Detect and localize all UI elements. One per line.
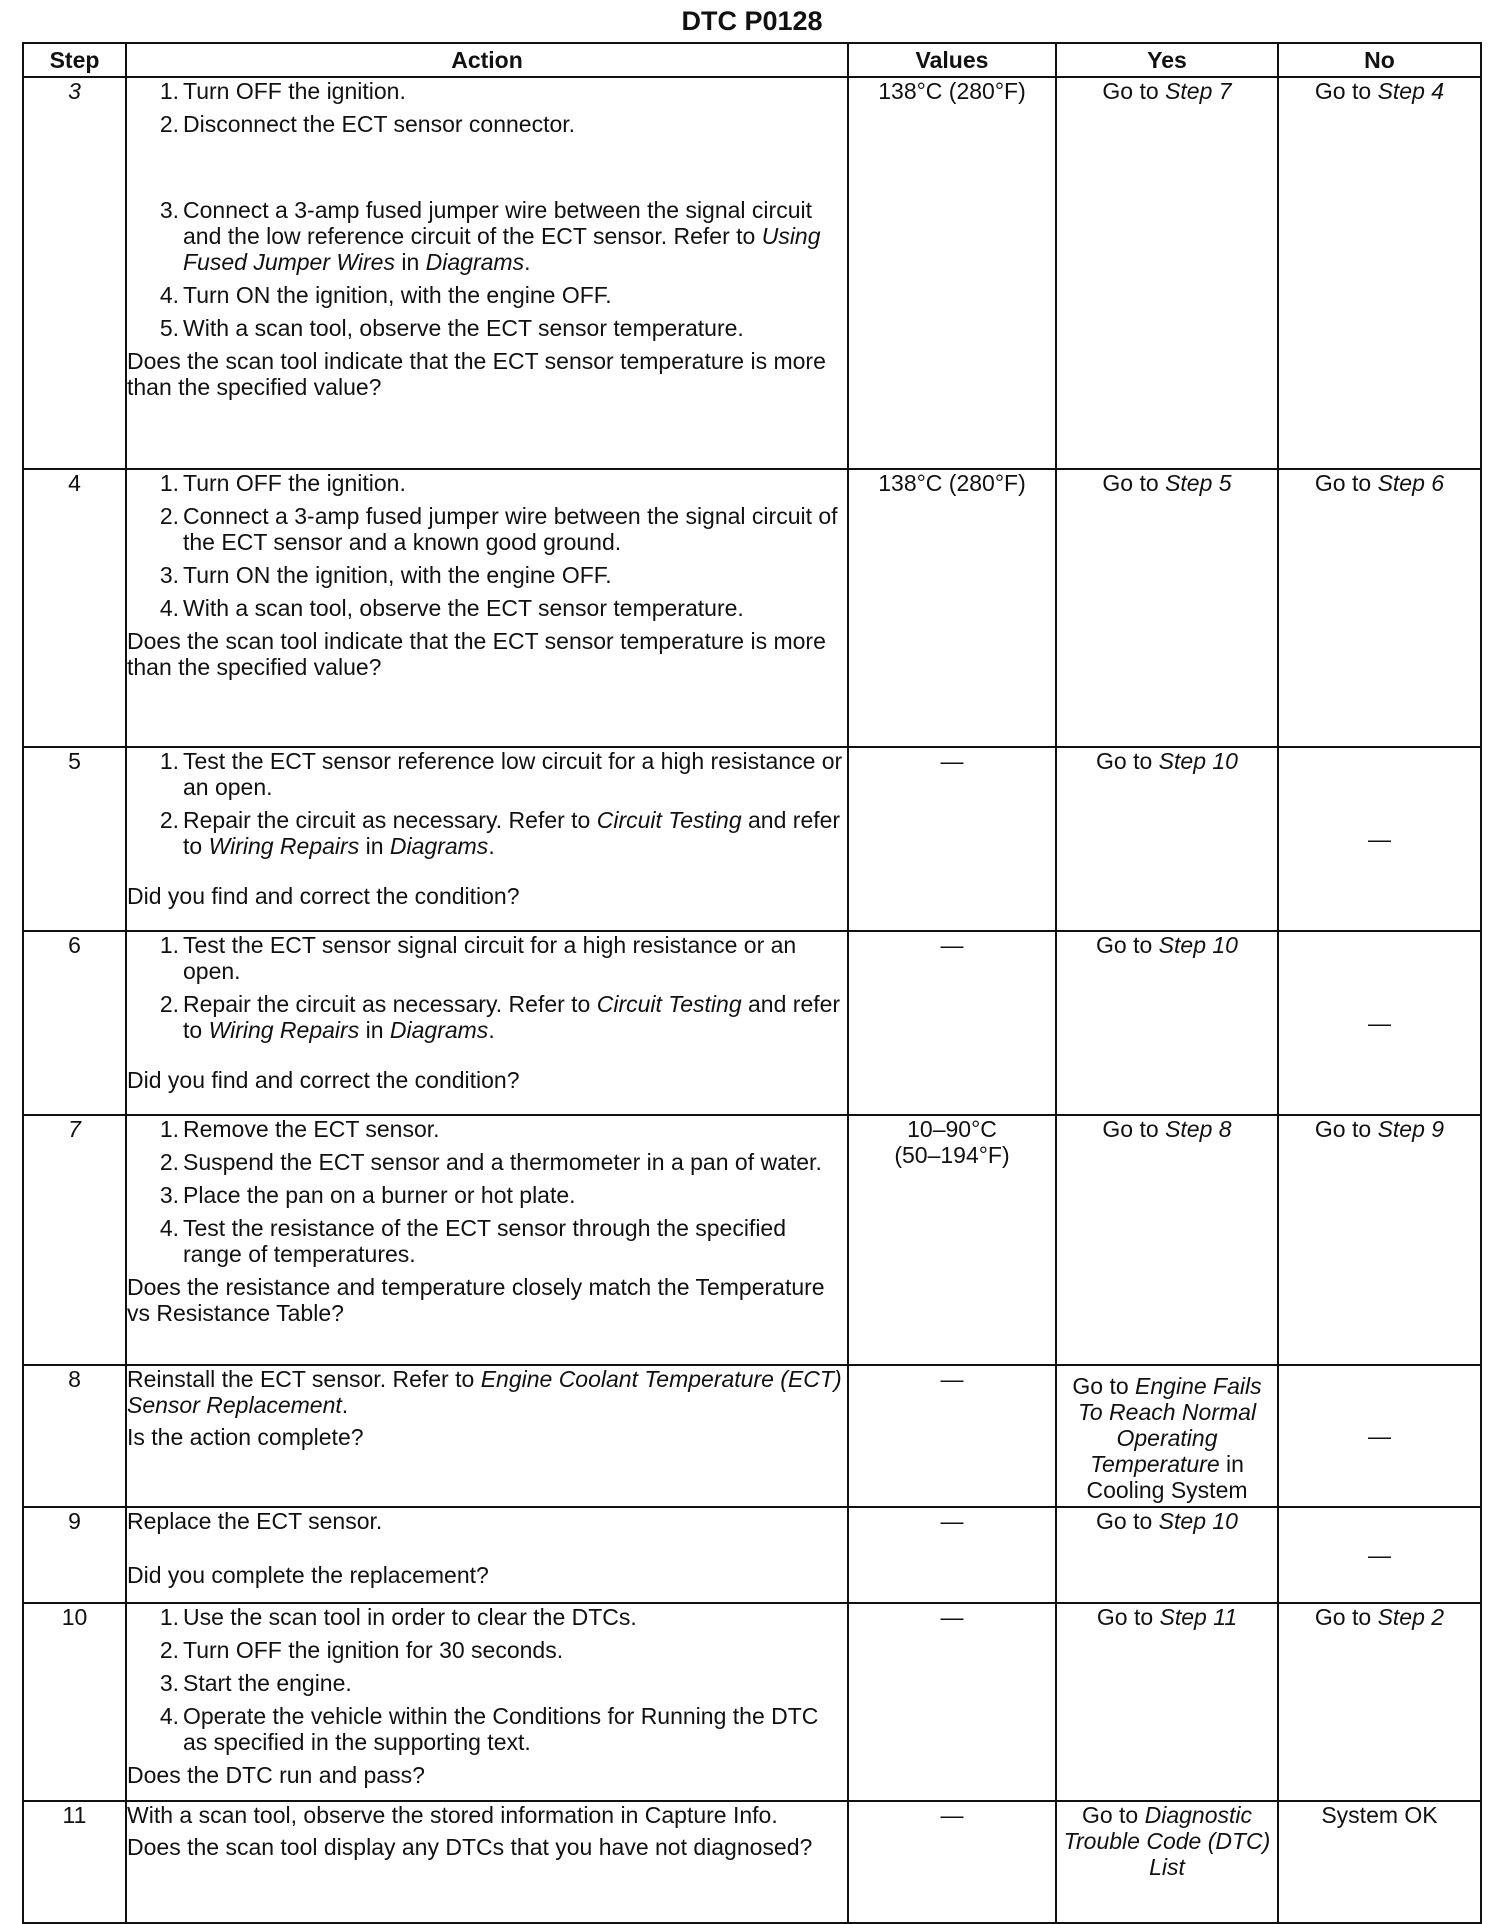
action-steps [127,78,847,341]
no-cell: — [1278,747,1481,931]
action-text: Replace the ECT sensor. [127,1508,383,1534]
step-number: 9 [23,1507,126,1603]
action-step: 3. Start the engine. [159,1670,352,1696]
yes-cell: Go to Step 7 [1056,77,1278,469]
action-cell [126,77,848,469]
action-step: 4. Operate the vehicle within the Conditions for Running the DTC as specified in the supporting text. [159,1703,819,1755]
value-cell: — [848,1603,1056,1801]
table-row [23,931,1481,1115]
table-row [23,1801,1481,1923]
table-header-row [23,43,1481,77]
value-cell: — [848,1365,1056,1507]
table-row [23,1603,1481,1801]
value-line: 10–90°C [907,1116,997,1142]
action-cell [126,1801,848,1923]
value-cell: — [848,1801,1056,1923]
no-cell: System OK [1278,1801,1481,1923]
action-question: Did you find and correct the condition? [127,1067,520,1093]
action-step: 5. With a scan tool, observe the ECT sensor temperature. [159,315,744,341]
action-steps [127,1116,847,1267]
table-row [23,1115,1481,1365]
step-number: 6 [23,931,126,1115]
action-step: 1. Turn OFF the ignition. [159,470,406,496]
value-cell: 138°C (280°F) [848,77,1056,469]
action-steps [127,932,847,1043]
action-question: Does the resistance and temperature closely match the Temperature vs Resistance Table? [127,1274,825,1326]
action-cell [126,747,848,931]
step-number: 5 [23,747,126,931]
action-text: With a scan tool, observe the stored information in Capture Info. [127,1802,778,1828]
action-step: 3. Connect a 3-amp fused jumper wire between the signal circuit and the low reference circuit of the ECT sensor. Refer to Using Fused Jumper Wires in Diagrams. [159,197,821,275]
dtc-table [22,42,1482,1924]
value-cell: — [848,1507,1056,1603]
step-number: 3 [23,77,126,469]
action-step: 2. Repair the circuit as necessary. Refer to Circuit Testing and refer to Wiring Repairs in Diagrams. [159,991,841,1043]
no-cell: Go to Step 6 [1278,469,1481,747]
no-cell: Go to Step 4 [1278,77,1481,469]
action-question: Does the scan tool display any DTCs that you have not diagnosed? [127,1834,813,1860]
action-step: 4. With a scan tool, observe the ECT sensor temperature. [159,595,744,621]
action-step: 1. Turn OFF the ignition. [159,78,406,104]
step-number: 11 [23,1801,126,1923]
yes-cell: Go to Step 8 [1056,1115,1278,1365]
yes-cell: Go to Step 10 [1056,747,1278,931]
action-step: 2. Turn OFF the ignition for 30 seconds. [159,1637,564,1663]
action-step: 4. Turn ON the ignition, with the engine OFF. [159,282,612,308]
no-cell: Go to Step 9 [1278,1115,1481,1365]
yes-cell: Go to Step 10 [1056,1507,1278,1603]
table-row [23,747,1481,931]
value-cell: — [848,931,1056,1115]
action-question: Does the DTC run and pass? [127,1762,425,1788]
step-number: 4 [23,469,126,747]
value-line: (50–194°F) [894,1142,1010,1168]
action-step: 1. Test the ECT sensor reference low circuit for a high resistance or an open. [159,748,843,800]
action-cell [126,1115,848,1365]
yes-cell: Go to Step 11 [1056,1603,1278,1801]
action-text: Reinstall the ECT sensor. Refer to Engine Coolant Temperature (ECT) Sensor Replacement. [127,1366,842,1418]
action-step: 3. Place the pan on a burner or hot plate. [159,1182,576,1208]
document-title: DTC P0128 [681,6,823,36]
action-question: Is the action complete? [127,1424,364,1450]
header-action: Action [126,43,848,77]
header-no: No [1278,43,1481,77]
action-step: 4. Test the resistance of the ECT sensor through the specified range of temperatures. [159,1215,787,1267]
action-step: 2. Disconnect the ECT sensor connector. [159,111,576,137]
step-number: 7 [23,1115,126,1365]
action-step: 2. Repair the circuit as necessary. Refer to Circuit Testing and refer to Wiring Repairs in Diagrams. [159,807,841,859]
table-row [23,469,1481,747]
no-cell: — [1278,1507,1481,1603]
header-step: Step [23,43,126,77]
step-number: 8 [23,1365,126,1507]
action-step: 3. Turn ON the ignition, with the engine OFF. [159,562,612,588]
action-step: 2. Suspend the ECT sensor and a thermometer in a pan of water. [159,1149,822,1175]
table-row [23,77,1481,469]
table-row [23,1365,1481,1507]
action-cell [126,1603,848,1801]
value-cell: — [848,747,1056,931]
yes-cell: Go to Step 5 [1056,469,1278,747]
action-step: 2. Connect a 3-amp fused jumper wire between the signal circuit of the ECT sensor and a known good ground. [159,503,838,555]
table-row [23,1507,1481,1603]
action-question: Did you find and correct the condition? [127,883,520,909]
value-cell: 138°C (280°F) [848,469,1056,747]
action-step: 1. Use the scan tool in order to clear the DTCs. [159,1604,637,1630]
action-question: Does the scan tool indicate that the ECT sensor temperature is more than the specified value? [127,348,826,400]
header-values: Values [848,43,1056,77]
no-cell: Go to Step 2 [1278,1603,1481,1801]
action-cell [126,1365,848,1507]
action-steps [127,748,847,859]
value-cell [848,1115,1056,1365]
yes-cell: Go to Engine Fails To Reach Normal Operating Temperature in Cooling System [1056,1365,1278,1507]
action-step: 1. Remove the ECT sensor. [159,1116,440,1142]
action-steps [127,470,847,621]
action-cell [126,931,848,1115]
action-cell [126,1507,848,1603]
action-step: 1. Test the ECT sensor signal circuit for a high resistance or an open. [159,932,797,984]
yes-cell: Go to Diagnostic Trouble Code (DTC) List [1056,1801,1278,1923]
header-yes: Yes [1056,43,1278,77]
action-cell [126,469,848,747]
no-cell: — [1278,1365,1481,1507]
step-number: 10 [23,1603,126,1801]
action-steps [127,1604,847,1755]
yes-cell: Go to Step 10 [1056,931,1278,1115]
no-cell: — [1278,931,1481,1115]
action-question: Did you complete the replacement? [127,1562,489,1588]
action-question: Does the scan tool indicate that the ECT sensor temperature is more than the specified value? [127,628,826,680]
